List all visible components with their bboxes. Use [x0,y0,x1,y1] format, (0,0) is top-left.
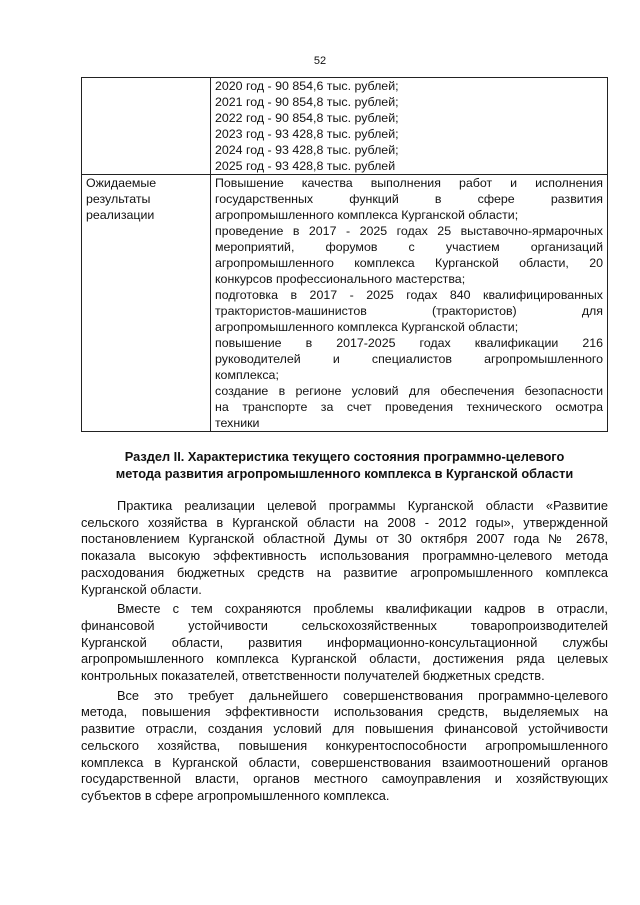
paragraph-line: Все это требует дальнейшего совершенствования программно-целевого [117,687,608,703]
funding-line: 2020 год - 90 854,6 тыс. рублей; [215,79,399,93]
funding-row [82,78,608,175]
paragraph-line: государственной власти, органов местного самоуправления и хозяйствующих [81,771,608,787]
paragraph-line: расходования бюджетных средств на развитие агропромышленного комплекса [81,564,608,580]
results-label-line: Ожидаемые [86,176,157,190]
results-row [82,175,608,432]
section-heading-line: Раздел II. Характеристика текущего состояния программно-целевого [124,449,565,464]
paragraph-line: Курганской области. [81,581,202,597]
paragraph-1 [81,498,608,598]
paragraph-line: Курганской области, развития информационно-консультационной службы [81,634,608,650]
paragraph-line: постановлением Курганской областной Думы от 30 октября 2007 года № 2678, [81,531,608,547]
paragraph-2 [81,601,608,685]
body-text [81,498,608,808]
section-heading [81,449,608,482]
paragraph-line: сельского хозяйства, повышения конкурентоспособности агропромышленного [81,737,608,753]
results-values-cell [211,175,608,432]
results-line: руководителей и специалистов агропромышленного [215,352,603,366]
results-line: трактористов-машинистов (трактористов) для [215,304,603,318]
paragraph-line: агропромышленного комплекса Курганской области, достижения ряда целевых [81,651,608,667]
page-number: 52 [313,55,327,67]
results-line: повышение в 2017-2025 годах квалификации 216 [215,336,603,350]
paragraph-line: Практика реализации целевой программы Курганской области «Развитие [117,498,608,513]
results-line: агропромышленного комплекса Курганской области; [215,320,519,334]
funding-line: 2021 год - 90 854,8 тыс. рублей; [215,95,399,109]
paragraph-line: показала высокую эффективность использования программно-целевого метода [81,548,608,564]
results-line: комплекса; [215,368,279,382]
funding-label-cell [82,78,211,175]
results-line: государственных функций в сфере развития [215,192,603,206]
funding-line: 2022 год - 90 854,8 тыс. рублей; [215,111,399,125]
results-line: на транспорте за счет проведения технического осмотра [215,400,603,414]
funding-line: 2023 год - 93 428,8 тыс. рублей; [215,127,399,141]
results-line: конкурсов профессионального мастерства; [215,272,466,286]
results-line: техники [215,416,260,430]
paragraph-line: Вместе с тем сохраняются проблемы квалификации кадров в отрасли, [117,601,608,617]
results-line: агропромышленного комплекса Курганской области; [215,208,519,222]
funding-line: 2024 год - 93 428,8 тыс. рублей; [215,143,399,157]
results-line: мероприятий, форумов с участием организаций [215,240,603,254]
results-line: подготовка в 2017 - 2025 годах 840 квалифицированных [215,288,603,302]
results-label-line: реализации [86,208,155,222]
paragraph-line: финансовой устойчивости сельскохозяйственных товаропроизводителей [81,617,608,633]
paragraph-line: контрольных показателей, ответственности получателей бюджетных средств. [81,668,545,684]
paragraph-line: метода, повышения эффективности использования средств, выделяемых на [81,704,608,720]
program-passport-table [81,77,608,432]
results-label-line: результаты [86,192,151,206]
paragraph-line: субъектов в сфере агропромышленного комплекса. [81,787,390,803]
paragraph-line: сельского хозяйства в Курганской области на 2008 - 2012 годы», утвержденной [81,514,608,530]
results-label-cell [82,175,211,432]
results-line: агропромышленного комплекса Курганской области, 20 [215,256,603,270]
paragraph-line: развитие отрасли, создания условий для повышения финансовой устойчивости [81,721,608,737]
results-line: создание в регионе условий для обеспечения безопасности [215,384,603,398]
paragraph-line: комплекса в Курганской области, совершенствования взаимоотношений органов [81,754,608,770]
section-heading-line: метода развития агропромышленного комплекса в Курганской области [115,465,574,481]
results-line: Повышение качества выполнения работ и исполнения [215,176,603,190]
paragraph-3 [81,688,608,805]
funding-line: 2025 год - 93 428,8 тыс. рублей [215,159,396,173]
results-line: проведение в 2017 - 2025 годах 25 выставочно-ярмарочных [215,224,603,238]
funding-values-cell [211,78,608,175]
